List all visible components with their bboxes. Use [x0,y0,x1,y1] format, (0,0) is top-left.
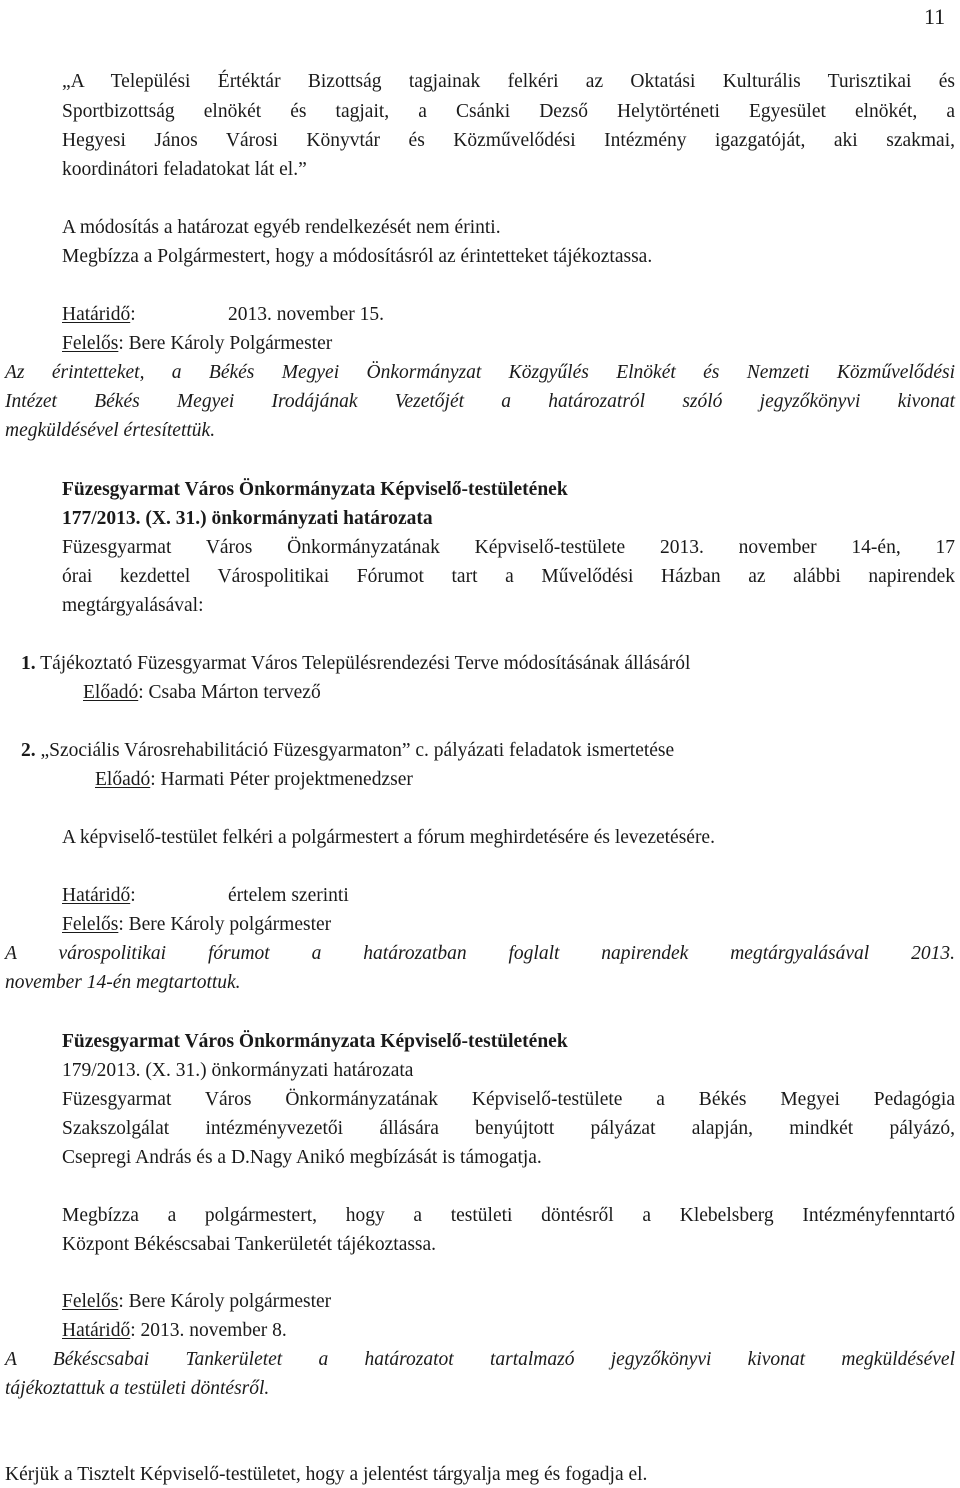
page-number: 11 [924,4,946,29]
mandate-line: Megbízza a polgármestert, hogy a testületi döntésről a Klebelsberg Intézményfenntartó [62,1205,955,1226]
resolution-body-line: Füzesgyarmat Város Önkormányzatának Képviselő-testülete 2013. november 14-én, 17 [62,537,955,558]
note-line: megküldésével értesítettük. [5,420,216,441]
paragraph-line: „A Települési Értéktár Bizottság tagjainak felkéri az Oktatási Kulturális Turisztikai és [62,71,955,92]
deadline-value: 2013. november 15. [228,304,384,325]
agenda-presenter [83,683,321,703]
responsible-value: : Bere Károly polgármester [118,914,332,935]
deadline-label: Határidő [62,1320,131,1341]
deadline-row [62,1321,287,1341]
deadline-value: : 2013. november 8. [130,1320,287,1341]
deadline-colon: : [130,304,136,325]
note-line: tájékoztattuk a testületi döntésről. [5,1378,270,1399]
agenda-item-text: Tájékoztató Füzesgyarmat Város Településrendezési Terve módosításának állásáról [40,653,691,674]
deadline-row [62,305,136,325]
agenda-item [21,654,690,674]
resolution-heading: Füzesgyarmat Város Önkormányzata Képviselő-testületének [62,1031,568,1052]
resolution-body-line: Szakszolgálat intézményvezetői állására benyújtott pályázat alapján, mindkét pályázó, [62,1118,955,1139]
paragraph-line: koordinátori feladatokat lát el.” [62,159,307,180]
responsible-value: : Bere Károly polgármester [118,1291,332,1312]
deadline-label: Határidő [62,885,131,906]
paragraph-line: Sportbizottság elnökét és tagjait, a Csánki Dezső Helytörténeti Egyesület elnökét, a [62,101,955,122]
responsible-label: Felelős [62,1291,119,1312]
responsible-row [62,334,332,354]
mandate-text: Megbízza a Polgármestert, hogy a módosításról az érintetteket tájékoztassa. [62,246,653,267]
responsible-value: : Bere Károly Polgármester [118,333,333,354]
agenda-item-text: „Szociális Városrehabilitáció Füzesgyarmaton” c. pályázati feladatok ismertetése [40,740,675,761]
paragraph-line: Hegyesi János Városi Könyvtár és Közművelődési Intézmény igazgatóját, aki szakmai, [62,130,955,151]
no-change-text: A módosítás a határozat egyéb rendelkezését nem érinti. [62,217,501,238]
resolution-number-bold: 177/2013. (X. 31. [62,508,201,529]
note-line: Intézet Békés Megyei Irodájának Vezetőjét a határozatról szóló jegyzőkönyvi kivonat [5,391,955,412]
responsible-label: Felelős [62,914,119,935]
note-line: A Békéscsabai Tankerületet a határozatot tartalmazó jegyzőkönyvi kivonat megküldésével [5,1349,955,1370]
responsible-row [62,915,331,935]
resolution-heading: Füzesgyarmat Város Önkormányzata Képviselő-testületének [62,479,568,500]
resolution-body-line: Füzesgyarmat Város Önkormányzatának Képviselő-testülete a Békés Megyei Pedagógia [62,1089,955,1110]
resolution-body-line: megtárgyalásával: [62,595,204,616]
presenter-value: : Harmati Péter projektmenedzser [150,769,413,790]
deadline-value: értelem szerinti [228,885,349,906]
resolution-number-rest: ) önkormányzati határozata [200,508,433,529]
deadline-colon: : [130,885,136,906]
note-line: november 14-én megtartottuk. [5,972,241,993]
presenter-label: Előadó [95,769,151,790]
presenter-label: Előadó [83,682,139,703]
note-line: A várospolitikai fórumot a határozatban foglalt napirendek megtárgyalásával 2013. [5,943,955,964]
agenda-item-number: 1. [21,653,36,674]
responsible-row [62,1292,331,1312]
agenda-presenter [95,770,413,790]
resolution-number: 179/2013. (X. 31.) önkormányzati határozata [62,1060,414,1081]
closing-request: Kérjük a Tisztelt Képviselő-testületet, hogy a jelentést tárgyalja meg és fogadja el. [5,1464,648,1485]
agenda-item [21,741,674,761]
presenter-value: : Csaba Márton tervező [138,682,321,703]
note-line: Az érintetteket, a Békés Megyei Önkormányzat Közgyűlés Elnökét és Nemzeti Közművelődési [5,362,955,383]
resolution-body-line: órai kezdettel Várospolitikai Fórumot tart a Művelődési Házban az alábbi napirendek [62,566,955,587]
resolution-body-line: Csepregi András és a D.Nagy Anikó megbízását is támogatja. [62,1147,542,1168]
resolution-number [62,509,433,529]
agenda-item-number: 2. [21,740,36,761]
mandate-line: Központ Békéscsabai Tankerületét tájékoztassa. [62,1234,437,1255]
deadline-row [62,886,136,906]
request-text: A képviselő-testület felkéri a polgármestert a fórum meghirdetésére és levezetésére. [62,827,715,848]
deadline-label: Határidő [62,304,131,325]
responsible-label: Felelős [62,333,119,354]
